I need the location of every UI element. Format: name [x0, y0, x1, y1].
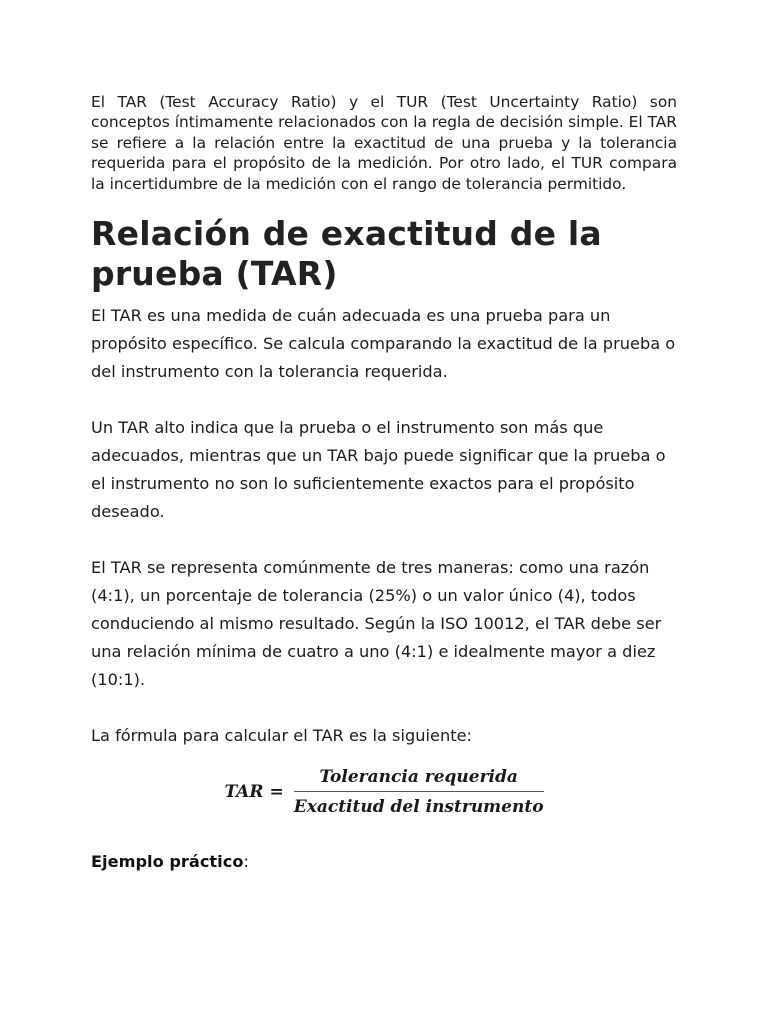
example-heading: [91, 848, 677, 876]
section-heading: Relación de exactitud de la prueba (TAR): [91, 214, 602, 294]
tar-formula: [91, 766, 677, 818]
formula-denominator: Exactitud del instrumento: [293, 797, 544, 818]
formula-numerator: Tolerancia requerida: [319, 767, 518, 788]
example-label: Ejemplo práctico: [91, 852, 244, 872]
example-colon: :: [243, 852, 249, 872]
paragraph-tar-representation: El TAR se representa comúnmente de tres maneras: como una razón (4:1), un porcentaje de tolerancia (25%) o un valor único (4), todos conduciendo al mismo resultado. Según la ISO 10012, el TAR debe ser una relación mínima de cuatro a uno (4:1) e idealmente mayor a diez (10:1).: [91, 558, 662, 690]
intro-paragraph: El TAR (Test Accuracy Ratio) y el TUR (Test Uncertainty Ratio) son conceptos íntimamente relacionados con la regla de decisión simple. El TAR se refiere a la relación entre la exactitud de una prueba y la tolerancia requerida para el propósito de la medición. Por otro lado, el TUR compara la incertidumbre de la medición con el rango de tolerancia permitido.: [91, 93, 677, 193]
paragraph-tar-interpretation: Un TAR alto indica que la prueba o el instrumento son más que adecuados, mientras que un TAR bajo puede significar que la prueba o el instrumento no son lo suficientemente exactos para el propósito deseado.: [91, 418, 666, 522]
formula-fraction: [294, 766, 544, 818]
paragraph-tar-definition: El TAR es una medida de cuán adecuada es una prueba para un propósito específico. Se calcula comparando la exactitud de la prueba o del instrumento con la tolerancia requerida.: [91, 306, 676, 382]
formula-lhs: TAR: [224, 782, 264, 803]
formula-equals: =: [269, 782, 284, 803]
paragraph-formula-intro: La fórmula para calcular el TAR es la siguiente:: [91, 726, 472, 746]
document-page: [91, 92, 677, 876]
